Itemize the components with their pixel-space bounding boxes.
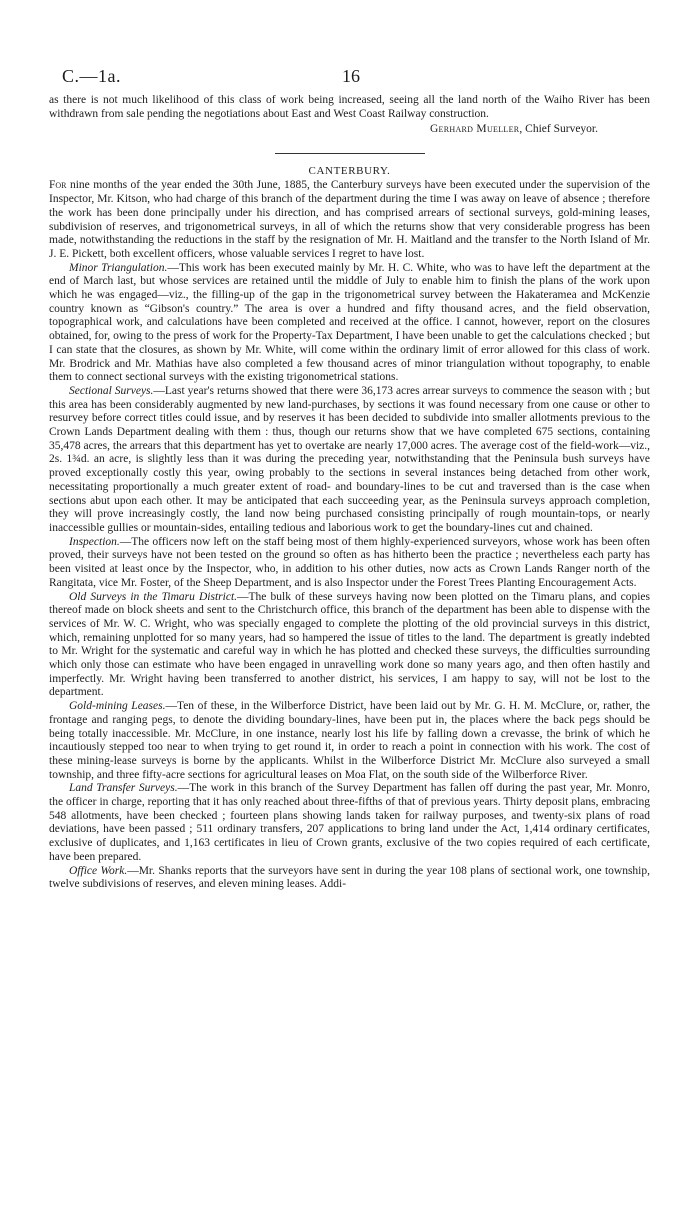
paragraph-text: —The work in this branch of the Survey Department has fallen off during the past year, Mr. Monro, the officer in charge, reporting that it has only reached about three-fifths of that of previous years. Thirty deposit plans, embracing 548 allotments, have been checked ; fourteen plans showing lands taken for railway purposes, and twenty-six plans of road deviations, have been passed ; 511 ordinary transfers, 207 applications to bring land under the Act, 1,414 ordinary certificates, exclusive of duplicates, and 1,163 certificates in lieu of Crown grants, exclusive of the two copies required of each certificate, have been prepared. (49, 782, 650, 863)
section-body (49, 179, 650, 892)
paragraph-2 (49, 385, 650, 536)
intro-paragraph: as there is not much likelihood of this class of work being increased, seeing all the land north of the Waiho River has been withdrawn from sale pending the negotiations about East and West Coast Railway construction. (49, 94, 650, 120)
paragraph-heading: Office Work. (69, 864, 128, 877)
section-title: CANTERBURY. (308, 165, 391, 178)
paragraph-heading: Sectional Surveys. (69, 384, 154, 397)
paragraph-lead: For (49, 179, 67, 192)
paragraph-text: —Ten of these, in the Wilberforce District, have been laid out by Mr. G. H. M. McClure, or, rather, the frontage and ranging pegs, to denote the dividing boundary-lines, have been put in, the places where the back pegs should be being totally inaccessible. Mr. McClure, in one instance, nearly lost his life by falling down a crevasse, the brink of which he incautiously stepped too near to when trying to get round it, in order to reach a point in connection with his work. The cost of these mining-lease surveys is borne by the applicants. Whilst in the Wilberforce District Mr. McClure also surveyed a small township, and three fifty-acre sections for agricultural leases on Moa Flat, on the south side of the Wilberforce River. (49, 700, 650, 781)
paragraph-text: —Last year's returns showed that there were 36,173 acres arrear surveys to commence the season with ; but this area has been considerably augmented by new land-purchases, by sections it was found necessary from one cause or other to resurvey before correct titles could issue, and by reserves it has been decided to subdivide into smaller allotments previous to the Crown Lands Department dealing with them : thus, though our returns show that we have completed 675 sections, containing 35,478 acres, the arrears that this department has yet to overtake are nearly 17,000 acres. The average cost of the field-work—viz., 2s. 1¾d. an acre, is slightly less than it was during the preceding year, notwithstanding that the Peninsula bush surveys have proved exceptionally costly this year, owing probably to the sections in several instances being detached from other work, necessitating proportionally a much greater extent of road- and boundary-lines to be cut and traversed than is the case when sections abut upon each other. It may be anticipated that each succeeding year, as the Peninsula surveys approach completion, they will prove increasingly costly, the land now being purchased consisting principally of rough mountain-tops, or nearly inaccessible gullies or mountain-sides, entailing tedious and laborious work to get the boundary-lines cut and chained. (49, 384, 651, 534)
signature (49, 122, 650, 136)
signature-title: , Chief Surveyor. (519, 123, 598, 136)
paragraph-1 (49, 262, 650, 385)
paragraph-0 (49, 179, 650, 261)
paragraph-heading: Old Surveys in the Timaru District. (69, 590, 238, 603)
paragraph-7 (49, 865, 650, 892)
paragraph-4 (49, 591, 650, 701)
page-number: 16 (342, 66, 360, 86)
paragraph-heading: Gold-mining Leases. (69, 700, 166, 713)
paragraph-text: —The bulk of these surveys having now been plotted on the Timaru plans, and copies thereof made on block sheets and sent to the Christchurch office, this branch of the department has been able to dispense with the services of Mr. W. C. Wright, who was specially engaged to complete the plotting of the old provincial surveys in this district, which, remaining unplotted for so many years, had so hampered the issue of titles to the land. The department is greatly indebted to Mr. Wright for the systematic and careful way in which he has plotted and checked these surveys, the difficulties surrounding which only those can estimate who have been engaged in unravelling work done so many years ago, and then often hastily and imperfectly. Mr. Wright having been transferred to another district, his services, I am happy to say, will not be lost to the department. (49, 590, 650, 699)
paragraph-3 (49, 536, 650, 591)
paragraph-text: —The officers now left on the staff being most of them highly-experienced surveyors, whose work has been often proved, their surveys have not been tested on the ground so often as has hitherto been the practice ; nevertheless each party has been visited at least once by the Inspector, who, in addition to his other duties, now acts as Crown Lands Ranger north of the Rangitata, vice Mr. Foster, of the Sheep Department, and is also Inspector under the Forest Trees Planting Encouragement Acts. (49, 535, 650, 589)
paragraph-text: —This work has been executed mainly by Mr. H. C. White, who was to have left the department at the end of March last, but whose services are retained until the middle of July to enable him to finish the plans of the work upon which he was engaged—viz., the filling-up of the gap in the trigonometrical survey between the Hakateramea and McKenzie country known as “Gibson's country.” The area is over a hundred and fifty thousand acres, and the field observation, topographical work, and calculations have been completed and received at the office. I cannot, however, report on the closures obtained, for, owing to the press of work for the Property-Tax Department, I have been unable to get the calculations checked ; but I can state that the closures, as shown by Mr. White, will come within the ordinary limit of error allowed for this class of work. Mr. Brodrick and Mr. Mathias have also completed a few thousand acres of minor triangulation without topography, to enable them to connect sectional surveys with the existing trigonometrical stations. (49, 261, 650, 384)
paragraph-heading: Land Transfer Surveys. (69, 782, 178, 795)
section-divider (275, 153, 425, 154)
body-text (49, 94, 650, 121)
document-reference: C.—1a. (62, 66, 121, 86)
paragraph-heading: Minor Triangulation. (69, 261, 168, 274)
paragraph-text: nine months of the year ended the 30th June, 1885, the Canterbury surveys have been executed under the supervision of the Inspector, Mr. Kitson, who had charge of this branch of the department during the time I was away on leave of absence ; therefore the work has been done principally under his direction, and has comprised arrears of sectional surveys, gold-mining leases, subdivision of reserves, and trigonometrical surveys, in all of which the returns show that very considerable progress has been made, notwithstanding the reductions in the staff by the resignation of Mr. H. Maitland and the transfer to the North Island of Mr. J. E. Pickett, both excellent officers, whose valuable services I regret to have lost. (49, 179, 650, 260)
paragraph-heading: Inspection. (69, 535, 120, 548)
page-header (49, 66, 650, 94)
paragraph-6 (49, 782, 650, 864)
paragraph-5 (49, 700, 650, 782)
paragraph-text: —Mr. Shanks reports that the surveyors have sent in during the year 108 plans of sectional work, one township, twelve subdivisions of reserves, and eleven mining leases. Addi- (49, 864, 651, 891)
signature-name: Gerhard Mueller (429, 123, 520, 136)
